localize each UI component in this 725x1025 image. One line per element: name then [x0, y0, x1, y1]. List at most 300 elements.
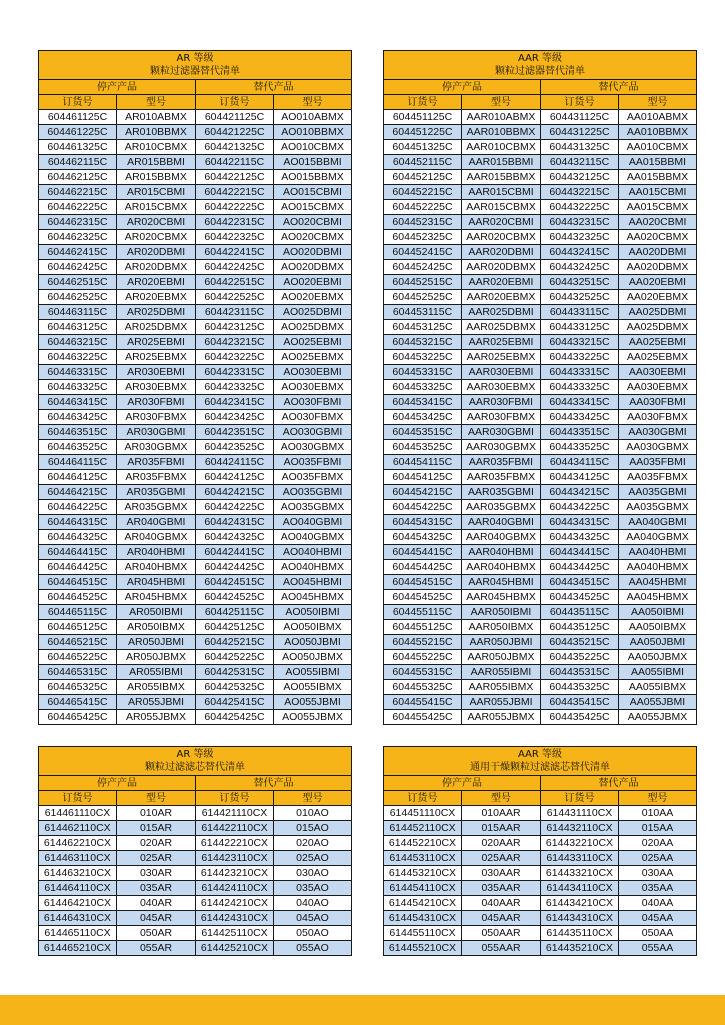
old-order-number-cell: 604454325C: [384, 530, 462, 545]
col-model: 型号: [462, 95, 541, 110]
old-model-cell: AR040GBMX: [117, 530, 196, 545]
new-order-number-cell: 604434425C: [541, 560, 619, 575]
old-model-cell: AR030EBMX: [117, 380, 196, 395]
new-model-cell: AA055JBMX: [619, 710, 697, 725]
new-model-cell: AO055IBMX: [274, 680, 352, 695]
old-model-cell: AAR035GBMI: [462, 485, 541, 500]
table-row: [39, 605, 352, 620]
old-model-cell: 015AAR: [462, 821, 541, 836]
old-order-number-cell: 604453125C: [384, 320, 462, 335]
old-order-number-cell: 604452525C: [384, 290, 462, 305]
table-row: [39, 941, 352, 956]
old-model-cell: AAR055IBMI: [462, 665, 541, 680]
old-order-number-cell: 614455110CX: [384, 926, 462, 941]
old-model-cell: 040AR: [117, 896, 196, 911]
new-order-number-cell: 604433115C: [541, 305, 619, 320]
old-order-number-cell: 614461110CX: [39, 806, 117, 821]
table-row: [384, 170, 697, 185]
new-model-cell: AO040GBMI: [274, 515, 352, 530]
old-order-number-cell: 604451125C: [384, 110, 462, 125]
table-row: [384, 110, 697, 125]
old-order-number-cell: 614454210CX: [384, 896, 462, 911]
table-row: [39, 650, 352, 665]
new-model-cell: AA020CBMI: [619, 215, 697, 230]
old-order-number-cell: 604453225C: [384, 350, 462, 365]
old-model-cell: AAR045HBMX: [462, 590, 541, 605]
new-order-number-cell: 604435225C: [541, 650, 619, 665]
new-model-cell: 055AO: [274, 941, 352, 956]
old-model-cell: AR020DBMI: [117, 245, 196, 260]
new-order-number-cell: 604423325C: [196, 380, 274, 395]
old-model-cell: AAR025EBMX: [462, 350, 541, 365]
old-order-number-cell: 604464425C: [39, 560, 117, 575]
new-model-cell: AO050JBMI: [274, 635, 352, 650]
new-order-number-cell: 604432425C: [541, 260, 619, 275]
new-order-number-cell: 604435425C: [541, 710, 619, 725]
table-row: [384, 590, 697, 605]
new-order-number-cell: 604422525C: [196, 290, 274, 305]
new-model-cell: 035AA: [619, 881, 697, 896]
old-order-number-cell: 604452215C: [384, 185, 462, 200]
new-model-cell: 045AA: [619, 911, 697, 926]
old-model-cell: AR015BBMI: [117, 155, 196, 170]
new-model-cell: AO040HBMI: [274, 545, 352, 560]
table-row: [39, 440, 352, 455]
new-order-number-cell: 604422415C: [196, 245, 274, 260]
new-model-cell: AO025DBMX: [274, 320, 352, 335]
new-order-number-cell: 604431125C: [541, 110, 619, 125]
new-order-number-cell: 604422115C: [196, 155, 274, 170]
old-model-cell: AR050JBMX: [117, 650, 196, 665]
table-row: [39, 806, 352, 821]
new-order-number-cell: 604423415C: [196, 395, 274, 410]
table-title-line2: 颗粒过滤器替代清单: [150, 66, 240, 77]
old-model-cell: AAR040HBMX: [462, 560, 541, 575]
new-model-cell: 050AO: [274, 926, 352, 941]
group-discontinued: 停产产品: [39, 776, 196, 791]
new-order-number-cell: 604435325C: [541, 680, 619, 695]
old-model-cell: AR050IBMX: [117, 620, 196, 635]
old-model-cell: AAR040HBMI: [462, 545, 541, 560]
old-order-number-cell: 604462325C: [39, 230, 117, 245]
old-order-number-cell: 604461125C: [39, 110, 117, 125]
table-title: [39, 747, 352, 776]
old-model-cell: AR055JBMI: [117, 695, 196, 710]
table-row: [384, 881, 697, 896]
old-model-cell: AAR050IBMI: [462, 605, 541, 620]
old-order-number-cell: 604465315C: [39, 665, 117, 680]
table-row: [384, 485, 697, 500]
new-order-number-cell: 604425415C: [196, 695, 274, 710]
old-model-cell: AR040HBMI: [117, 545, 196, 560]
old-model-cell: AAR055JBMX: [462, 710, 541, 725]
table-row: [39, 365, 352, 380]
table-title-line1: AR 等级: [176, 749, 214, 760]
new-order-number-cell: 614433210CX: [541, 866, 619, 881]
new-model-cell: AA050JBMI: [619, 635, 697, 650]
table-row: [39, 455, 352, 470]
table-row: [39, 230, 352, 245]
table-row: [39, 590, 352, 605]
new-order-number-cell: 614431110CX: [541, 806, 619, 821]
old-model-cell: AR055IBMI: [117, 665, 196, 680]
new-order-number-cell: 604423425C: [196, 410, 274, 425]
new-model-cell: 025AO: [274, 851, 352, 866]
old-order-number-cell: 604453325C: [384, 380, 462, 395]
old-order-number-cell: 604452325C: [384, 230, 462, 245]
new-model-cell: AA020EBMI: [619, 275, 697, 290]
new-model-cell: AO030FBMX: [274, 410, 352, 425]
new-model-cell: AA040GBMX: [619, 530, 697, 545]
table-row: [384, 926, 697, 941]
group-discontinued: 停产产品: [384, 776, 541, 791]
col-order-number: 订货号: [384, 95, 462, 110]
new-order-number-cell: 604433425C: [541, 410, 619, 425]
old-model-cell: AAR030EBMI: [462, 365, 541, 380]
new-order-number-cell: 604422425C: [196, 260, 274, 275]
old-model-cell: AR010ABMX: [117, 110, 196, 125]
new-model-cell: AA015BBMX: [619, 170, 697, 185]
old-model-cell: 010AAR: [462, 806, 541, 821]
new-model-cell: AA030EBMI: [619, 365, 697, 380]
table-row: [39, 836, 352, 851]
table-row: [384, 851, 697, 866]
table-row: [384, 941, 697, 956]
table-row: [39, 395, 352, 410]
old-order-number-cell: 604462225C: [39, 200, 117, 215]
old-model-cell: 030AAR: [462, 866, 541, 881]
old-order-number-cell: 604462525C: [39, 290, 117, 305]
old-model-cell: 050AR: [117, 926, 196, 941]
new-order-number-cell: 614432110CX: [541, 821, 619, 836]
new-order-number-cell: 604433315C: [541, 365, 619, 380]
table-title-line2: 通用干燥颗粒过滤滤芯替代清单: [470, 762, 610, 773]
old-model-cell: AR030GBMI: [117, 425, 196, 440]
footer-accent-bar: [0, 995, 725, 1025]
old-model-cell: 050AAR: [462, 926, 541, 941]
old-model-cell: AR020EBMI: [117, 275, 196, 290]
new-model-cell: AO010CBMX: [274, 140, 352, 155]
new-model-cell: AA025DBMX: [619, 320, 697, 335]
old-model-cell: AAR055IBMX: [462, 680, 541, 695]
old-model-cell: AR030FBMX: [117, 410, 196, 425]
new-order-number-cell: 604433415C: [541, 395, 619, 410]
old-model-cell: AAR015BBMX: [462, 170, 541, 185]
table-row: [39, 425, 352, 440]
new-order-number-cell: 614423210CX: [196, 866, 274, 881]
old-model-cell: AR040HBMX: [117, 560, 196, 575]
new-order-number-cell: 604433525C: [541, 440, 619, 455]
old-model-cell: AAR015CBMI: [462, 185, 541, 200]
new-model-cell: AO015BBMI: [274, 155, 352, 170]
old-order-number-cell: 604453525C: [384, 440, 462, 455]
new-order-number-cell: 604432415C: [541, 245, 619, 260]
table-row: [39, 200, 352, 215]
table-row: [39, 410, 352, 425]
new-order-number-cell: 614425110CX: [196, 926, 274, 941]
new-model-cell: AO030GBMI: [274, 425, 352, 440]
old-model-cell: AR050JBMI: [117, 635, 196, 650]
old-order-number-cell: 604464115C: [39, 455, 117, 470]
new-model-cell: 010AA: [619, 806, 697, 821]
old-order-number-cell: 614451110CX: [384, 806, 462, 821]
old-order-number-cell: 604464125C: [39, 470, 117, 485]
old-model-cell: AAR050IBMX: [462, 620, 541, 635]
old-model-cell: 010AR: [117, 806, 196, 821]
old-order-number-cell: 604463215C: [39, 335, 117, 350]
table-row: [384, 185, 697, 200]
old-model-cell: AAR010ABMX: [462, 110, 541, 125]
new-order-number-cell: 614424110CX: [196, 881, 274, 896]
new-order-number-cell: 604425215C: [196, 635, 274, 650]
group-replacement: 替代产品: [196, 80, 352, 95]
new-order-number-cell: 604433225C: [541, 350, 619, 365]
table-row: [384, 365, 697, 380]
new-model-cell: AA035FBMX: [619, 470, 697, 485]
new-model-cell: AA050IBMX: [619, 620, 697, 635]
new-order-number-cell: 614422210CX: [196, 836, 274, 851]
table-row: [39, 485, 352, 500]
old-model-cell: AR050IBMI: [117, 605, 196, 620]
old-order-number-cell: 604464315C: [39, 515, 117, 530]
table-row: [384, 125, 697, 140]
old-order-number-cell: 604454425C: [384, 560, 462, 575]
new-order-number-cell: 604433515C: [541, 425, 619, 440]
old-model-cell: AR015CBMI: [117, 185, 196, 200]
old-model-cell: AAR030FBMX: [462, 410, 541, 425]
new-model-cell: 045AO: [274, 911, 352, 926]
old-model-cell: AAR035FBMI: [462, 455, 541, 470]
old-model-cell: AR035FBMX: [117, 470, 196, 485]
old-model-cell: AR015BBMX: [117, 170, 196, 185]
old-order-number-cell: 604462215C: [39, 185, 117, 200]
new-model-cell: AA010ABMX: [619, 110, 697, 125]
old-order-number-cell: 604454525C: [384, 590, 462, 605]
old-order-number-cell: 614464310CX: [39, 911, 117, 926]
old-order-number-cell: 604465425C: [39, 710, 117, 725]
table-row: [384, 650, 697, 665]
old-order-number-cell: 604462315C: [39, 215, 117, 230]
new-order-number-cell: 604432525C: [541, 290, 619, 305]
new-model-cell: AO050IBMX: [274, 620, 352, 635]
table-row: [39, 470, 352, 485]
table-row: [39, 515, 352, 530]
old-model-cell: AAR040GBMI: [462, 515, 541, 530]
new-model-cell: AO020CBMI: [274, 215, 352, 230]
col-model: 型号: [619, 791, 697, 806]
new-model-cell: AO035FBMX: [274, 470, 352, 485]
old-model-cell: AR025EBMI: [117, 335, 196, 350]
old-model-cell: AR030EBMI: [117, 365, 196, 380]
new-order-number-cell: 604424415C: [196, 545, 274, 560]
new-model-cell: AA020EBMX: [619, 290, 697, 305]
group-replacement: 替代产品: [541, 80, 697, 95]
table-title-line2: 颗粒过滤滤芯替代清单: [145, 762, 245, 773]
new-model-cell: AO030FBMI: [274, 395, 352, 410]
table-row: [384, 155, 697, 170]
table-row: [39, 305, 352, 320]
new-model-cell: AA045HBMX: [619, 590, 697, 605]
new-model-cell: AA035GBMX: [619, 500, 697, 515]
new-order-number-cell: 604424425C: [196, 560, 274, 575]
table-row: [39, 866, 352, 881]
old-model-cell: AR015CBMX: [117, 200, 196, 215]
new-model-cell: AA020DBMI: [619, 245, 697, 260]
new-model-cell: AO030EBMI: [274, 365, 352, 380]
new-order-number-cell: 614434110CX: [541, 881, 619, 896]
old-model-cell: 015AR: [117, 821, 196, 836]
table-row: [384, 260, 697, 275]
new-model-cell: AO030GBMX: [274, 440, 352, 455]
new-order-number-cell: 604421325C: [196, 140, 274, 155]
col-model: 型号: [619, 95, 697, 110]
old-order-number-cell: 614453210CX: [384, 866, 462, 881]
new-model-cell: AA030FBMI: [619, 395, 697, 410]
new-model-cell: AO025EBMX: [274, 350, 352, 365]
new-model-cell: AO020DBMI: [274, 245, 352, 260]
new-order-number-cell: 604424315C: [196, 515, 274, 530]
table-row: [384, 500, 697, 515]
table-row: [39, 320, 352, 335]
old-model-cell: AAR030GBMX: [462, 440, 541, 455]
table-row: [384, 335, 697, 350]
new-model-cell: AO020DBMX: [274, 260, 352, 275]
new-order-number-cell: 604422315C: [196, 215, 274, 230]
table-row: [384, 530, 697, 545]
table-row: [384, 140, 697, 155]
old-model-cell: AAR030EBMX: [462, 380, 541, 395]
table-row: [384, 410, 697, 425]
table-row: [39, 110, 352, 125]
old-order-number-cell: 604464225C: [39, 500, 117, 515]
new-order-number-cell: 604434315C: [541, 515, 619, 530]
new-model-cell: AA015CBMX: [619, 200, 697, 215]
old-order-number-cell: 604452425C: [384, 260, 462, 275]
new-model-cell: AO020CBMX: [274, 230, 352, 245]
old-order-number-cell: 614453110CX: [384, 851, 462, 866]
new-model-cell: AA030FBMX: [619, 410, 697, 425]
old-model-cell: AAR015CBMX: [462, 200, 541, 215]
old-order-number-cell: 604463115C: [39, 305, 117, 320]
new-order-number-cell: 604434515C: [541, 575, 619, 590]
old-model-cell: AAR045HBMI: [462, 575, 541, 590]
old-model-cell: AAR015BBMI: [462, 155, 541, 170]
old-order-number-cell: 604465125C: [39, 620, 117, 635]
new-model-cell: AA025DBMI: [619, 305, 697, 320]
table-row: [39, 155, 352, 170]
old-order-number-cell: 604463125C: [39, 320, 117, 335]
table-row: [39, 851, 352, 866]
old-order-number-cell: 604463325C: [39, 380, 117, 395]
table-row: [384, 866, 697, 881]
table-row: [39, 335, 352, 350]
old-model-cell: AAR035FBMX: [462, 470, 541, 485]
table-row: [384, 440, 697, 455]
new-order-number-cell: 604423225C: [196, 350, 274, 365]
old-model-cell: 020AR: [117, 836, 196, 851]
old-model-cell: 035AR: [117, 881, 196, 896]
group-discontinued: 停产产品: [39, 80, 196, 95]
old-order-number-cell: 604453115C: [384, 305, 462, 320]
new-order-number-cell: 614432210CX: [541, 836, 619, 851]
new-order-number-cell: 614434210CX: [541, 896, 619, 911]
old-order-number-cell: 604454125C: [384, 470, 462, 485]
table-row: [384, 200, 697, 215]
new-model-cell: AO015BBMX: [274, 170, 352, 185]
table-row: [39, 896, 352, 911]
new-order-number-cell: 604434525C: [541, 590, 619, 605]
old-model-cell: AR025EBMX: [117, 350, 196, 365]
old-order-number-cell: 604464215C: [39, 485, 117, 500]
new-order-number-cell: 604432115C: [541, 155, 619, 170]
new-order-number-cell: 604422215C: [196, 185, 274, 200]
table-title-line1: AR 等级: [176, 53, 214, 64]
new-order-number-cell: 604423315C: [196, 365, 274, 380]
table-row: [384, 635, 697, 650]
new-model-cell: AO025DBMI: [274, 305, 352, 320]
new-order-number-cell: 604432215C: [541, 185, 619, 200]
col-order-number: 订货号: [39, 95, 117, 110]
col-model: 型号: [117, 95, 196, 110]
table-row: [39, 290, 352, 305]
old-model-cell: AAR020DBMI: [462, 245, 541, 260]
old-order-number-cell: 604454115C: [384, 455, 462, 470]
new-order-number-cell: 604422225C: [196, 200, 274, 215]
table-row: [39, 140, 352, 155]
table-row: [384, 230, 697, 245]
old-order-number-cell: 604452415C: [384, 245, 462, 260]
aar-filter-replacement-table: [383, 50, 697, 725]
new-model-cell: 040AA: [619, 896, 697, 911]
col-model: 型号: [274, 791, 352, 806]
table-row: [384, 560, 697, 575]
old-order-number-cell: 604454315C: [384, 515, 462, 530]
old-model-cell: AAR050JBMX: [462, 650, 541, 665]
old-order-number-cell: 604463425C: [39, 410, 117, 425]
new-order-number-cell: 604422515C: [196, 275, 274, 290]
table-row: [39, 530, 352, 545]
old-model-cell: AAR030GBMI: [462, 425, 541, 440]
new-order-number-cell: 604431225C: [541, 125, 619, 140]
new-order-number-cell: 604433125C: [541, 320, 619, 335]
table-row: [384, 455, 697, 470]
new-order-number-cell: 614433110CX: [541, 851, 619, 866]
new-model-cell: AA045HBMI: [619, 575, 697, 590]
old-model-cell: AR030GBMX: [117, 440, 196, 455]
old-model-cell: AAR010CBMX: [462, 140, 541, 155]
new-model-cell: AO045HBMX: [274, 590, 352, 605]
old-order-number-cell: 604465415C: [39, 695, 117, 710]
new-model-cell: AO025EBMI: [274, 335, 352, 350]
table-row: [384, 425, 697, 440]
table-title: [384, 51, 697, 80]
new-model-cell: 015AA: [619, 821, 697, 836]
old-model-cell: AAR050JBMI: [462, 635, 541, 650]
old-order-number-cell: 604454215C: [384, 485, 462, 500]
col-order-number: 订货号: [384, 791, 462, 806]
old-order-number-cell: 604464525C: [39, 590, 117, 605]
group-discontinued: 停产产品: [384, 80, 541, 95]
new-model-cell: AA010BBMX: [619, 125, 697, 140]
old-order-number-cell: 604453425C: [384, 410, 462, 425]
new-model-cell: 025AA: [619, 851, 697, 866]
new-order-number-cell: 604432515C: [541, 275, 619, 290]
new-order-number-cell: 614421110CX: [196, 806, 274, 821]
old-model-cell: AR045HBMI: [117, 575, 196, 590]
old-model-cell: AAR030FBMI: [462, 395, 541, 410]
old-model-cell: AAR025DBMX: [462, 320, 541, 335]
table-row: [39, 821, 352, 836]
